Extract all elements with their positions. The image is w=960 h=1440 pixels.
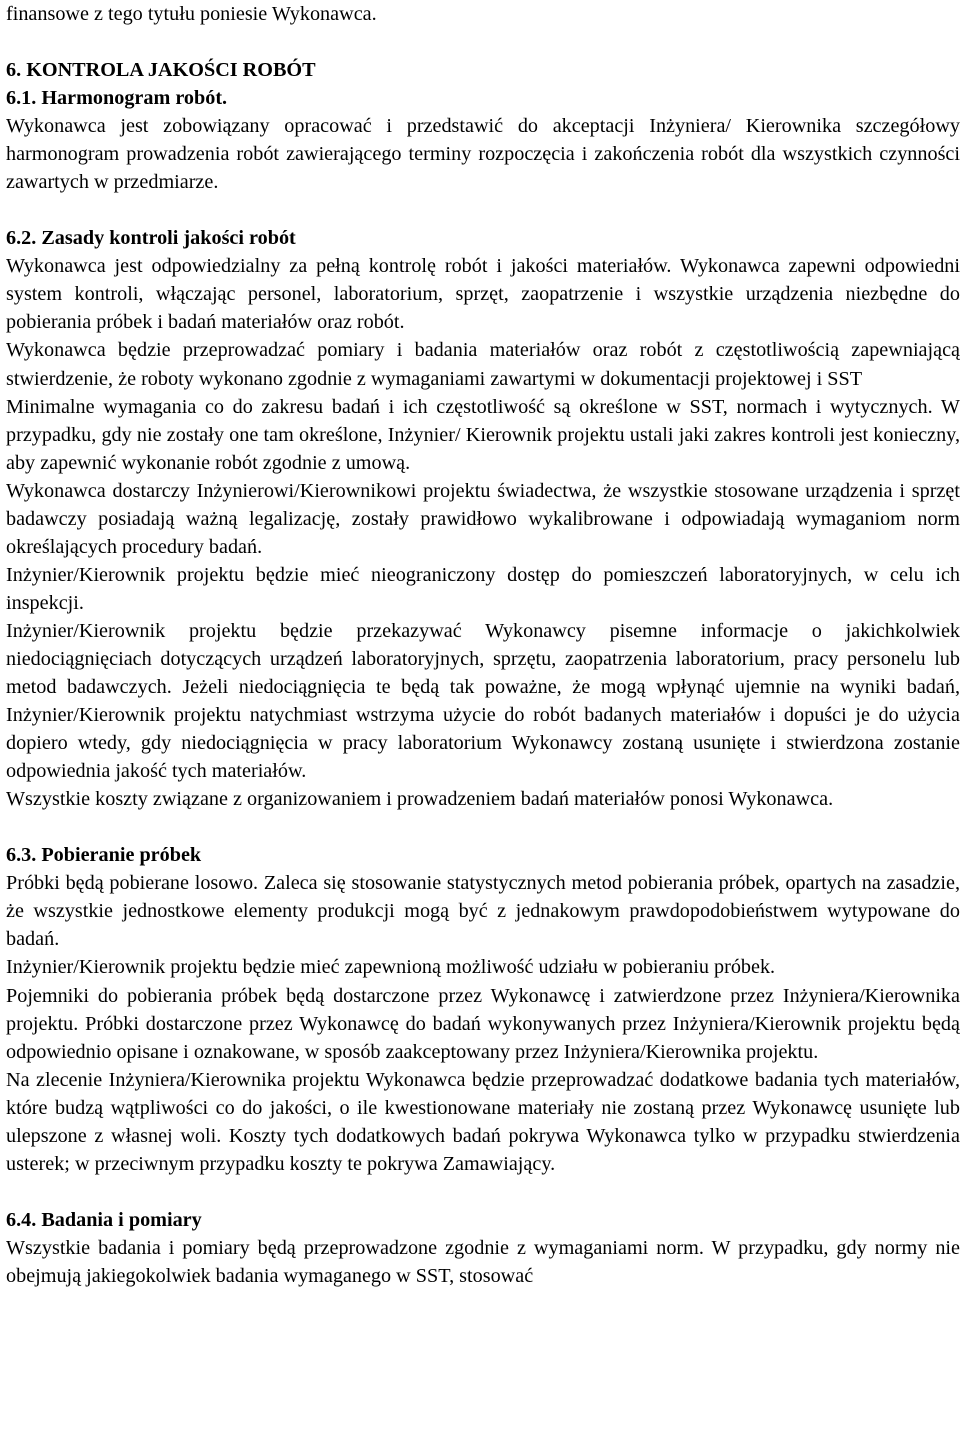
section-title: Badania i pomiary [41, 1208, 202, 1231]
spacer [6, 1178, 960, 1206]
section-6-4-heading [6, 1206, 960, 1234]
paragraph: Wszystkie badania i pomiary będą przeprowadzone zgodnie z wymaganiami norm. W przypadku, gdy normy nie obejmują jakiegokolwiek badania wymaganego w SST, stosować [6, 1236, 960, 1287]
spacer [6, 28, 960, 56]
section-6-3-heading [6, 841, 960, 869]
continuation-line: finansowe z tego tytułu poniesie Wykonawca. [6, 3, 377, 25]
paragraph: Na zlecenie Inżyniera/Kierownika projektu Wykonawca będzie przeprowadzać dodatkowe badania tych materiałów, które budzą wątpliwości co do jakości, o ile kwestionowane materiały nie zostaną przez Wykonawcę usunięte lub ulepszone z własnej woli. Koszty tych dodatkowych badań pokrywa Wykonawca tylko w przypadku stwierdzenia usterek; w przeciwnym przypadku koszty te pokrywa Zamawiający. [6, 1068, 960, 1175]
paragraph: Pojemniki do pobierania próbek będą dostarczone przez Wykonawcę i zatwierdzone przez Inżyniera/Kierownika projektu. Próbki dostarczone przez Wykonawcę do badań wykonywanych przez Inżyniera/Kierownik projektu będą odpowiednio opisane i oznakowane, w sposób zaakceptowany przez Inżyniera/Kierownika projektu. [6, 984, 960, 1063]
section-6-1-paragraph: Wykonawca jest zobowiązany opracować i przedstawić do akceptacji Inżyniera/ Kierownika szczegółowy harmonogram prowadzenia robót zawierającego terminy rozpoczęcia i zakończenia robót dla wszystkich czynności zawartych w przedmiarze. [6, 115, 960, 194]
paragraph: Wykonawca dostarczy Inżynierowi/Kierownikowi projektu świadectwa, że wszystkie stosowane urządzenia i sprzęt badawczy posiadają ważną legalizację, zostały prawidłowo wykalibrowane i odpowiadają wymaganiom norm określających procedury badań. [6, 479, 960, 558]
section-title: Zasady kontroli jakości robót [41, 227, 296, 250]
paragraph: Inżynier/Kierownik projektu będzie przekazywać Wykonawcy pisemne informacje o jakichkolwiek niedociągnięciach dotyczących urządzeń laboratoryjnych, sprzętu, zaopatrzenia laboratorium, pracy personelu lub metod badawczych. Jeżeli niedociągnięcia te będą tak poważne, że mogą wpłynąć ujemnie na wyniki badań, Inżynier/Kierownik projektu natychmiast wstrzyma użycie do robót badanych materiałów i dopuści je do użycia dopiero wtedy, gdy niedociągnięcia w pracy laboratorium Wykonawcy zostaną usunięte i stwierdzona zostanie odpowiednia jakość tych materiałów. [6, 619, 960, 783]
paragraph: Wszystkie koszty związane z organizowaniem i prowadzeniem badań materiałów ponosi Wykonawca. [6, 788, 834, 811]
section-number: 6.4. [6, 1208, 37, 1231]
section-number: 6.2. [6, 227, 37, 250]
section-6-2-heading [6, 224, 960, 252]
paragraph: Wykonawca jest odpowiedzialny za pełną kontrolę robót i jakości materiałów. Wykonawca zapewni odpowiedni system kontroli, włączając personel, laboratorium, sprzęt, zaopatrzenie i wszystkie urządzenia niezbędne do pobierania próbek i badań materiałów oraz robót. [6, 255, 960, 334]
paragraph: Minimalne wymagania co do zakresu badań i ich częstotliwość są określone w SST, normach i wytycznych. W przypadku, gdy nie zostały one tam określone, Inżynier/ Kierownik projektu ustali jaki zakres kontroli jest konieczny, aby zapewnić wykonanie robót zgodnie z umową. [6, 395, 960, 474]
document-page [6, 0, 960, 1290]
paragraph: Inżynier/Kierownik projektu będzie mieć nieograniczony dostęp do pomieszczeń laboratoryjnych, w celu ich inspekcji. [6, 563, 960, 614]
paragraph: Wykonawca będzie przeprowadzać pomiary i badania materiałów oraz robót z częstotliwością zapewniającą stwierdzenie, że roboty wykonano zgodnie z wymaganiami zawartymi w dokumentacji projektowej i SST [6, 339, 960, 390]
paragraph: Próbki będą pobierane losowo. Zaleca się stosowanie statystycznych metod pobierania próbek, opartych na zasadzie, że wszystkie jednostkowe elementy produkcji mogą być z jednakowym prawdopodobieństwem wytypowane do badań. [6, 872, 960, 951]
section-6-heading: 6. KONTROLA JAKOŚCI ROBÓT [6, 59, 316, 82]
paragraph: Inżynier/Kierownik projektu będzie mieć zapewnioną możliwość udziału w pobieraniu próbek. [6, 956, 776, 979]
section-6-1-heading: 6.1. Harmonogram robót. [6, 87, 228, 110]
spacer [6, 813, 960, 841]
spacer [6, 196, 960, 224]
section-number: 6.3. [6, 844, 37, 867]
section-title: Pobieranie próbek [41, 844, 202, 867]
